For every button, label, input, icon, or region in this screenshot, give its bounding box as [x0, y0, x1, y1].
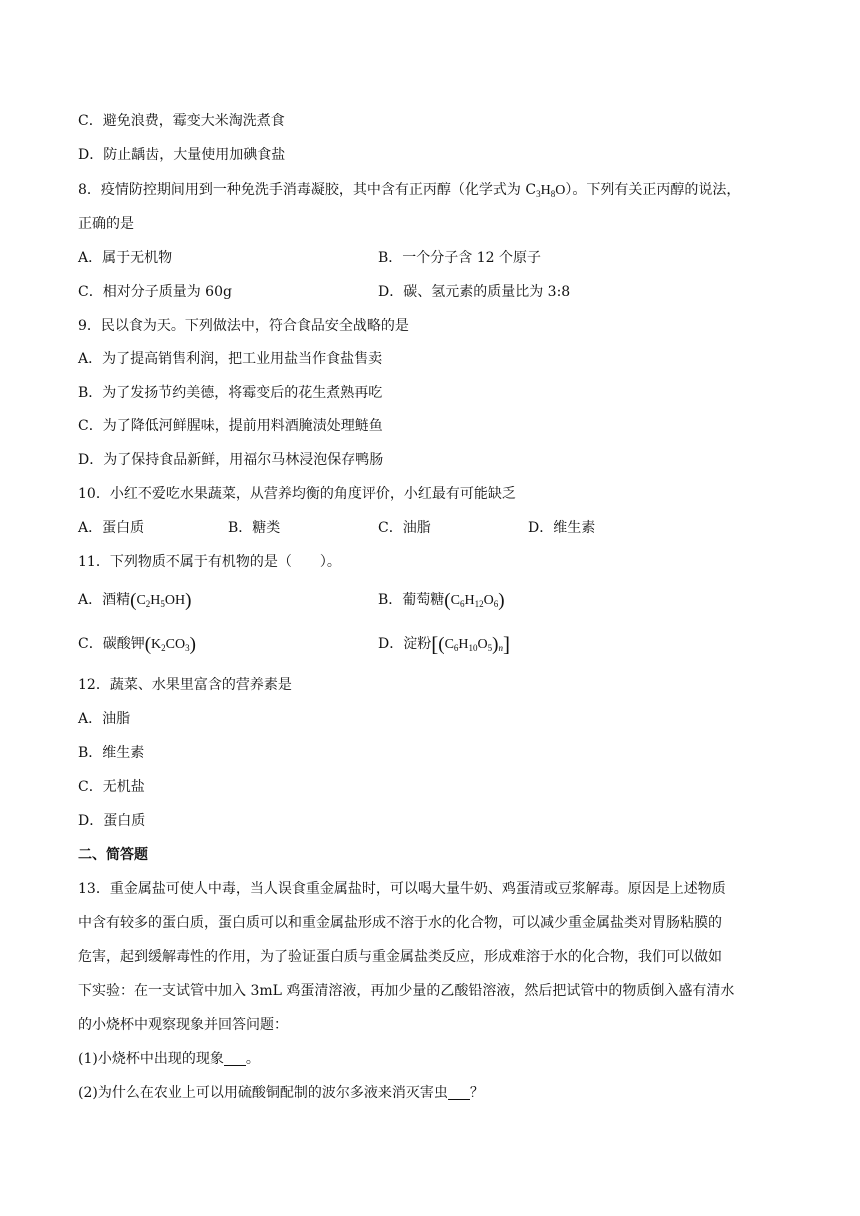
q13-subquestion-1 — [78, 1049, 260, 1069]
q10-option-c: C．油脂 — [378, 520, 431, 536]
q13-paragraph-line2: 中含有较多的蛋白质，蛋白质可以和重金属盐形成不溶于水的化合物，可以减少重金属盐类对胃肠粘膜的 — [78, 915, 722, 931]
q10-option-b: B．糖类 — [228, 520, 281, 536]
q13-sub2-answer-blank[interactable] — [448, 1085, 470, 1100]
q8-stem-part1: 8．疫情防控期间用到一种免洗手消毒凝胶，其中含有正丙醇（化学式为 C — [78, 182, 537, 198]
q13-paragraph-line5: 的小烧杯中观察现象并回答问题： — [78, 1017, 288, 1033]
q10-stem: 10．小红不爱吃水果蔬菜，从营养均衡的角度评价，小红最有可能缺乏 — [78, 486, 516, 502]
q13-paragraph-line3: 危害，起到缓解毒性的作用，为了验证蛋白质与重金属盐类反应，形成难溶于水的化合物，我们可以做如 — [78, 949, 722, 965]
q8-option-d: D．碳、氢元素的质量比为 3:8 — [378, 284, 571, 300]
q13-paragraph-line1: 13．重金属盐可使人中毒，当人误食重金属盐时，可以喝大量牛奶、鸡蛋清或豆浆解毒。原因是上述物质 — [78, 881, 726, 897]
q13-sub1-end: 。 — [245, 1051, 260, 1067]
q13-sub1-answer-blank[interactable] — [224, 1051, 246, 1066]
q12-option-c: C．无机盐 — [78, 779, 145, 795]
q9-stem: 9．民以食为天。下列做法中，符合食品安全战略的是 — [78, 318, 409, 334]
q8-formula-propanol: $_3H_8O$ — [536, 183, 566, 199]
q10-option-d: D．维生素 — [528, 520, 596, 536]
q12-option-a: A．油脂 — [78, 711, 131, 727]
q9-option-a: A．为了提高销售利润，把工业用盐当作食盐售卖 — [78, 351, 383, 367]
q11-option-b-label: B．葡萄糖 — [378, 592, 445, 608]
q9-option-c: C．为了降低河鲜腥味，提前用料酒腌渍处理鲢鱼 — [78, 418, 383, 434]
q11-option-a — [78, 590, 191, 611]
q11-option-d-label: D．淀粉 — [378, 636, 432, 652]
q8-stem-line1 — [78, 180, 740, 201]
q11-formula-ethanol: $(C_2H_5OH)$ — [130, 590, 192, 611]
q13-sub2-text: (2)为什么在农业上可以用硫酸铜配制的波尔多液来消灭害虫 — [78, 1085, 448, 1101]
q8-option-a: A．属于无机物 — [78, 250, 173, 266]
q13-subquestion-2 — [78, 1083, 484, 1103]
q11-formula-potassium-carbonate: $(K_2CO_3)$ — [144, 634, 196, 655]
q11-formula-glucose: $(C_6H_{12}O_6)$ — [444, 590, 505, 611]
section-heading-short-answer: 二、简答题 — [78, 847, 148, 863]
q11-stem: 11．下列物质不属于有机物的是（ ）。 — [78, 554, 341, 570]
q9-option-b: B．为了发扬节约美德，将霉变后的花生煮熟再吃 — [78, 385, 383, 401]
q11-option-c-label: C．碳酸钾 — [78, 636, 145, 652]
q11-option-d — [378, 634, 510, 655]
q8-stem-part2: ）。下列有关正丙醇的说法， — [565, 182, 741, 198]
q12-option-b: B．维生素 — [78, 745, 145, 761]
q7-option-c: C．避免浪费，霉变大米淘洗煮食 — [78, 113, 285, 129]
q13-sub1-text: (1)小烧杯中出现的现象 — [78, 1051, 224, 1067]
q8-option-b: B．一个分子含 12 个原子 — [378, 250, 542, 266]
q13-paragraph-line4: 下实验：在一支试管中加入 3mL 鸡蛋清溶液，再加少量的乙酸铅溶液，然后把试管中的物质倒入盛有清水 — [78, 983, 735, 999]
q13-sub2-end: ？ — [469, 1085, 484, 1101]
q8-option-c: C．相对分子质量为 60g — [78, 284, 232, 300]
q11-option-a-label: A．酒精 — [78, 592, 131, 608]
q12-stem: 12．蔬菜、水果里富含的营养素是 — [78, 677, 292, 693]
q11-option-b — [378, 590, 505, 611]
q9-option-d: D．为了保持食品新鲜，用福尔马林浸泡保存鸭肠 — [78, 452, 384, 468]
q12-option-d: D．蛋白质 — [78, 813, 146, 829]
q11-option-c — [78, 634, 196, 655]
q7-option-d: D．防止龋齿，大量使用加碘食盐 — [78, 147, 286, 163]
q10-option-a: A．蛋白质 — [78, 520, 145, 536]
q8-stem-line2: 正确的是 — [78, 216, 134, 232]
q11-formula-starch: $[(C_6H_{10}O_5)_n]$ — [431, 632, 510, 656]
